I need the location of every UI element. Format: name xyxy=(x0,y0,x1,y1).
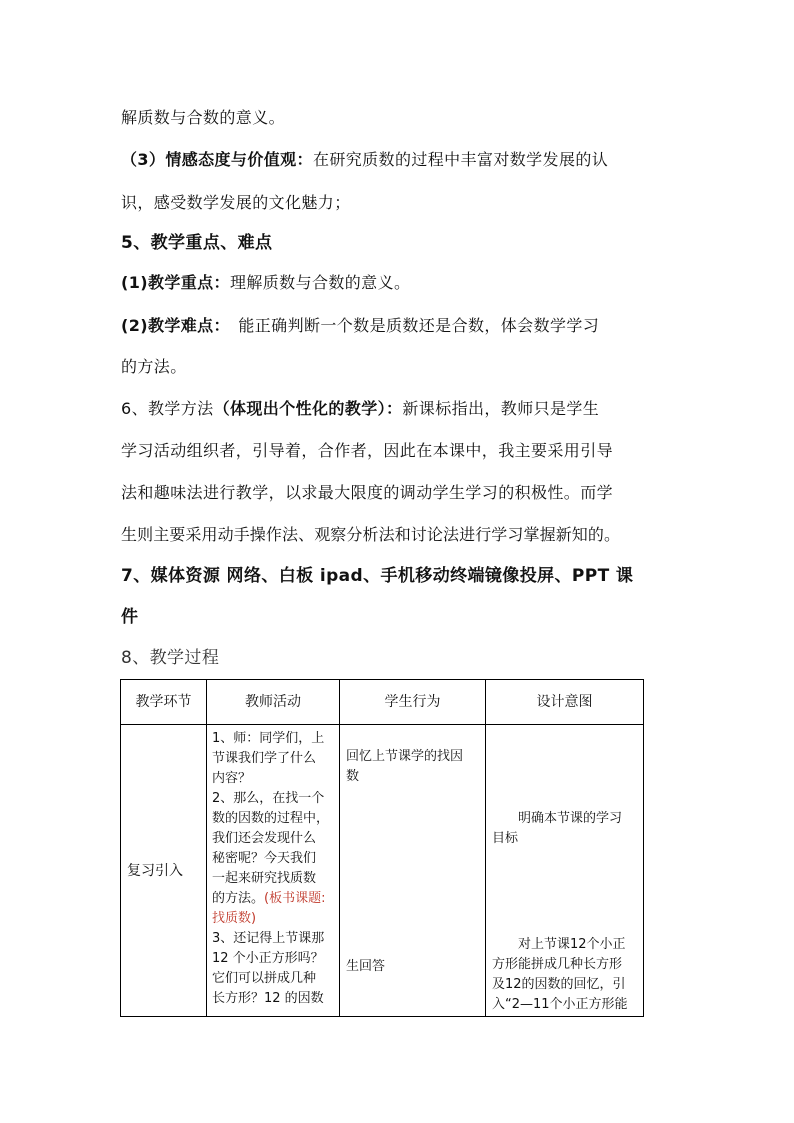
board-title-note: 找质数) xyxy=(212,911,257,926)
paragraph-6 xyxy=(121,357,681,377)
section-label: （体现出个性化的教学）： xyxy=(213,399,403,418)
teacher-line: 内容？ xyxy=(212,771,252,786)
heading-7-continued xyxy=(121,607,681,627)
section-heading: 件 xyxy=(121,607,139,627)
paragraph-text: 能正确判断一个数是质数还是合数，体会数学学习 xyxy=(221,316,600,335)
section-label: (1)教学重点： xyxy=(121,273,230,292)
header-design-intent: 设计意图 xyxy=(486,680,644,725)
paragraph-1 xyxy=(121,108,681,128)
teacher-line: 12 个小正方形吗？ xyxy=(212,951,324,966)
paragraph-3 xyxy=(121,193,681,213)
teacher-line: 长方形？12 的因数 xyxy=(212,991,324,1006)
section-label: (2)教学难点： xyxy=(121,316,222,335)
header-teacher-activity: 教师活动 xyxy=(207,680,340,725)
paragraph-9 xyxy=(121,483,681,503)
paragraph-text: 理解质数与合数的意义。 xyxy=(229,273,411,292)
section-heading: 7、媒体资源 网络、白板 ipad、手机移动终端镜像投屏、PPT 课 xyxy=(121,566,634,586)
paragraph-4 xyxy=(121,273,681,293)
paragraph-text: 学习活动组织者，引导着，合作者，因此在本课中，我主要采用引导 xyxy=(121,441,614,460)
design-line: 方形能拼成几种长方形 xyxy=(492,957,623,972)
design-line: 对上节课12个小正 xyxy=(518,937,626,952)
student-response-1 xyxy=(346,747,481,787)
paragraph-2 xyxy=(121,150,681,170)
design-line: 明确本节课的学习 xyxy=(518,811,623,826)
teacher-line: 它们可以拼成几种 xyxy=(212,971,317,986)
teacher-line: 我们还会发现什么 xyxy=(212,831,317,846)
section-heading: 5、教学重点、难点 xyxy=(121,233,273,253)
design-intent-cell xyxy=(486,725,644,1017)
paragraph-text: 识，感受数学发展的文化魅力； xyxy=(121,193,351,212)
heading-7 xyxy=(121,566,681,586)
heading-5 xyxy=(121,233,681,253)
design-intent-1 xyxy=(492,809,639,849)
student-line: 数 xyxy=(346,769,360,784)
design-line: 目标 xyxy=(492,831,519,846)
table-row xyxy=(121,725,644,1017)
teacher-line: 的方法。 xyxy=(212,891,265,906)
paragraph-text: 新课标指出，教师只是学生 xyxy=(402,399,600,418)
paragraph-text: 在研究质数的过程中丰富对数学发展的认 xyxy=(312,150,609,169)
teacher-line: 3、还记得上节课那 xyxy=(212,931,325,946)
paragraph-text: 6、教学方法 xyxy=(121,399,214,418)
teacher-line: 一起来研究找质数 xyxy=(212,871,317,886)
student-behavior-cell xyxy=(340,725,486,1017)
paragraph-8 xyxy=(121,441,681,461)
table-header-row xyxy=(121,680,644,725)
teacher-line: 1、师：同学们，上 xyxy=(212,731,325,746)
teacher-line: 数的因数的过程中， xyxy=(212,811,330,826)
student-line: 生回答 xyxy=(346,959,386,974)
design-line: 入“2—11个小正方形能 xyxy=(492,997,628,1012)
section-heading: 8、教学过程 xyxy=(121,648,220,668)
paragraph-text: 法和趣味法进行教学，以求最大限度的调动学生学习的积极性。而学 xyxy=(121,483,614,502)
section-label: （3）情感态度与价值观： xyxy=(121,150,313,169)
paragraph-5 xyxy=(121,316,681,336)
design-line: 及12的因数的回忆，引 xyxy=(492,977,626,992)
teacher-activity-cell xyxy=(207,725,340,1017)
teacher-line: 秘密呢？今天我们 xyxy=(212,851,317,866)
design-intent-2 xyxy=(492,935,639,1015)
paragraph-text: 生则主要采用动手操作法、观察分析法和讨论法进行学习掌握新知的。 xyxy=(121,525,621,544)
paragraph-text: 的方法。 xyxy=(121,357,187,376)
header-stage: 教学环节 xyxy=(121,680,207,725)
student-response-2 xyxy=(346,957,481,977)
teacher-line: 节课我们学了什么 xyxy=(212,751,317,766)
paragraph-7 xyxy=(121,399,681,419)
teaching-process-table xyxy=(120,679,644,1017)
stage-text: 复习引入 xyxy=(127,862,183,879)
teacher-line: 2、那么，在找一个 xyxy=(212,791,325,806)
paragraph-text: 解质数与合数的意义。 xyxy=(121,108,286,127)
board-title-note: (板书课题: xyxy=(264,891,326,906)
stage-cell xyxy=(121,725,207,1017)
student-line: 回忆上节课学的找因 xyxy=(346,749,464,764)
heading-8 xyxy=(121,648,681,668)
paragraph-10 xyxy=(121,525,681,545)
header-student-behavior: 学生行为 xyxy=(340,680,486,725)
